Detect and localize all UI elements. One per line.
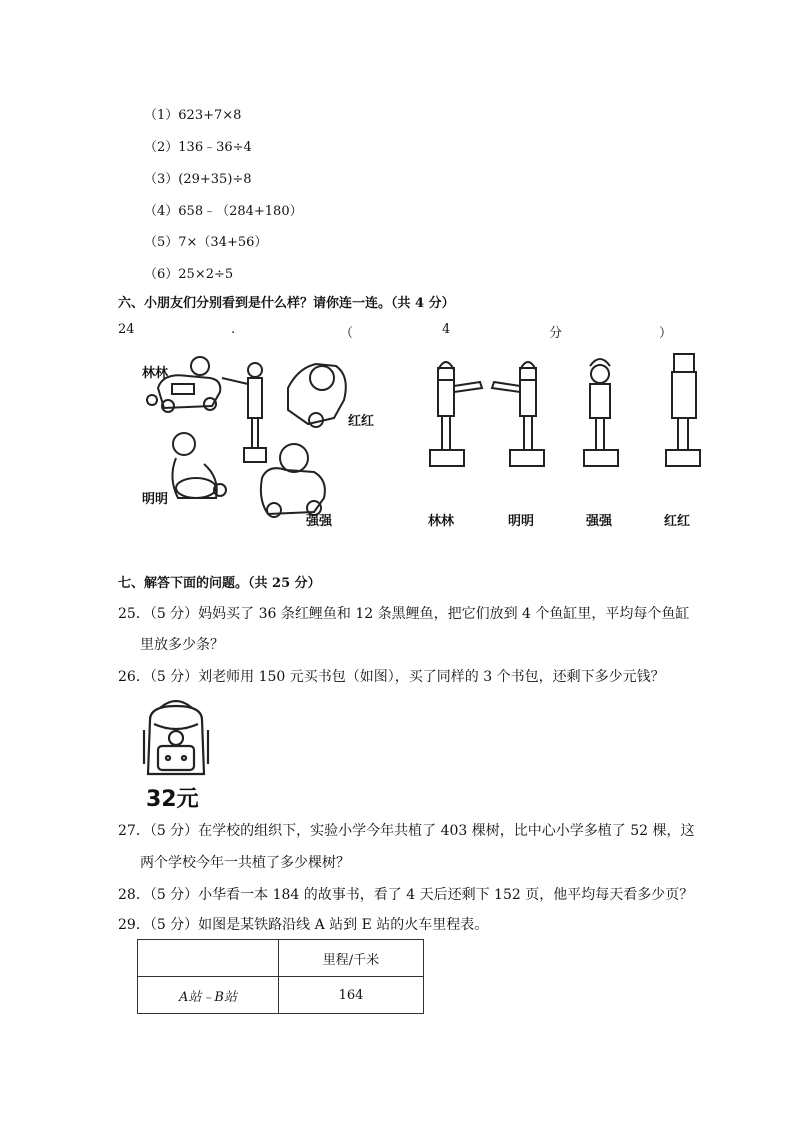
- table-header-cell: [138, 940, 279, 977]
- backpack-price: 32元: [146, 787, 199, 812]
- question-25-line2: 里放多少条？: [140, 637, 224, 653]
- question-26: 26．（5 分）刘老师用 150 元买书包（如图），买了同样的 3 个书包，还剩下多少元钱？: [118, 669, 665, 685]
- table-header-cell: 里程/千米: [279, 940, 424, 977]
- calc-item-1: （1）623+7×8: [144, 108, 242, 123]
- q24-number: 24: [118, 322, 135, 337]
- calc-item-4: （4）658﹣（284+180）: [144, 204, 303, 219]
- backpack-icon: [136, 694, 216, 784]
- q24-fen: 分: [549, 326, 563, 341]
- scene-label-linlin: 林林: [142, 366, 169, 381]
- calc-item-3: （3）(29+35)÷8: [144, 172, 252, 187]
- qiangqiang-car-icon: [261, 444, 325, 517]
- calc-item-5: （5）7×（34+56）: [144, 235, 268, 250]
- scene-label-qiangqiang: 强强: [306, 514, 333, 529]
- q24-points: 4: [442, 322, 451, 337]
- view-label-2: 明明: [508, 514, 535, 529]
- question-27-line2: 两个学校今年一共植了多少棵树？: [140, 855, 350, 871]
- table-row: [138, 977, 424, 1014]
- mileage-table: [137, 939, 424, 1014]
- view-label-1: 林林: [428, 514, 455, 529]
- scene-label-mingming: 明明: [142, 492, 169, 507]
- statue-view-qiangqiang-icon: [584, 359, 618, 466]
- question-29: 29．（5 分）如图是某铁路沿线 A 站到 E 站的火车里程表。: [118, 917, 489, 933]
- question-25-line1: 25．（5 分）妈妈买了 36 条红鲤鱼和 12 条黑鲤鱼，把它们放到 4 个鱼缸里，平均每个鱼缸: [118, 606, 690, 622]
- question-28: 28．（5 分）小华看一本 184 的故事书，看了 4 天后还剩下 152 页，他平均每天看多少页？: [118, 887, 694, 903]
- statue-view-honghong-icon: [666, 354, 700, 466]
- calc-item-2: （2）136﹣36÷4: [144, 140, 252, 155]
- statue-views-illustration: [420, 350, 710, 468]
- table-header-row: [138, 940, 424, 977]
- section-6-title: 六、小朋友们分别看到是什么样？请你连一连。（共 4 分）: [118, 296, 455, 311]
- view-label-4: 红红: [664, 514, 691, 529]
- statue-view-mingming-icon: [492, 362, 544, 466]
- section-7-title: 七、解答下面的问题。（共 25 分）: [118, 576, 321, 591]
- table-cell: 164: [279, 977, 424, 1014]
- q24-close-paren: ）: [659, 326, 673, 341]
- calc-item-6: （6）25×2÷5: [144, 267, 234, 282]
- view-label-3: 强强: [586, 514, 613, 529]
- question-24-line: [118, 322, 673, 341]
- table-cell: A站﹣B站: [138, 977, 279, 1014]
- question-27-line1: 27．（5 分）在学校的组织下，实验小学今年共植了 403 棵树，比中心小学多植了 52 棵，这: [118, 823, 695, 839]
- q24-open-paren: （: [340, 326, 354, 341]
- mingming-car-icon: [172, 433, 226, 498]
- q24-dot: .: [231, 322, 236, 337]
- scene-label-honghong: 红红: [348, 414, 375, 429]
- honghong-car-icon: [288, 364, 346, 427]
- children-scene-illustration: [138, 348, 388, 533]
- statue-icon: [222, 363, 266, 462]
- statue-view-linlin-icon: [430, 362, 482, 466]
